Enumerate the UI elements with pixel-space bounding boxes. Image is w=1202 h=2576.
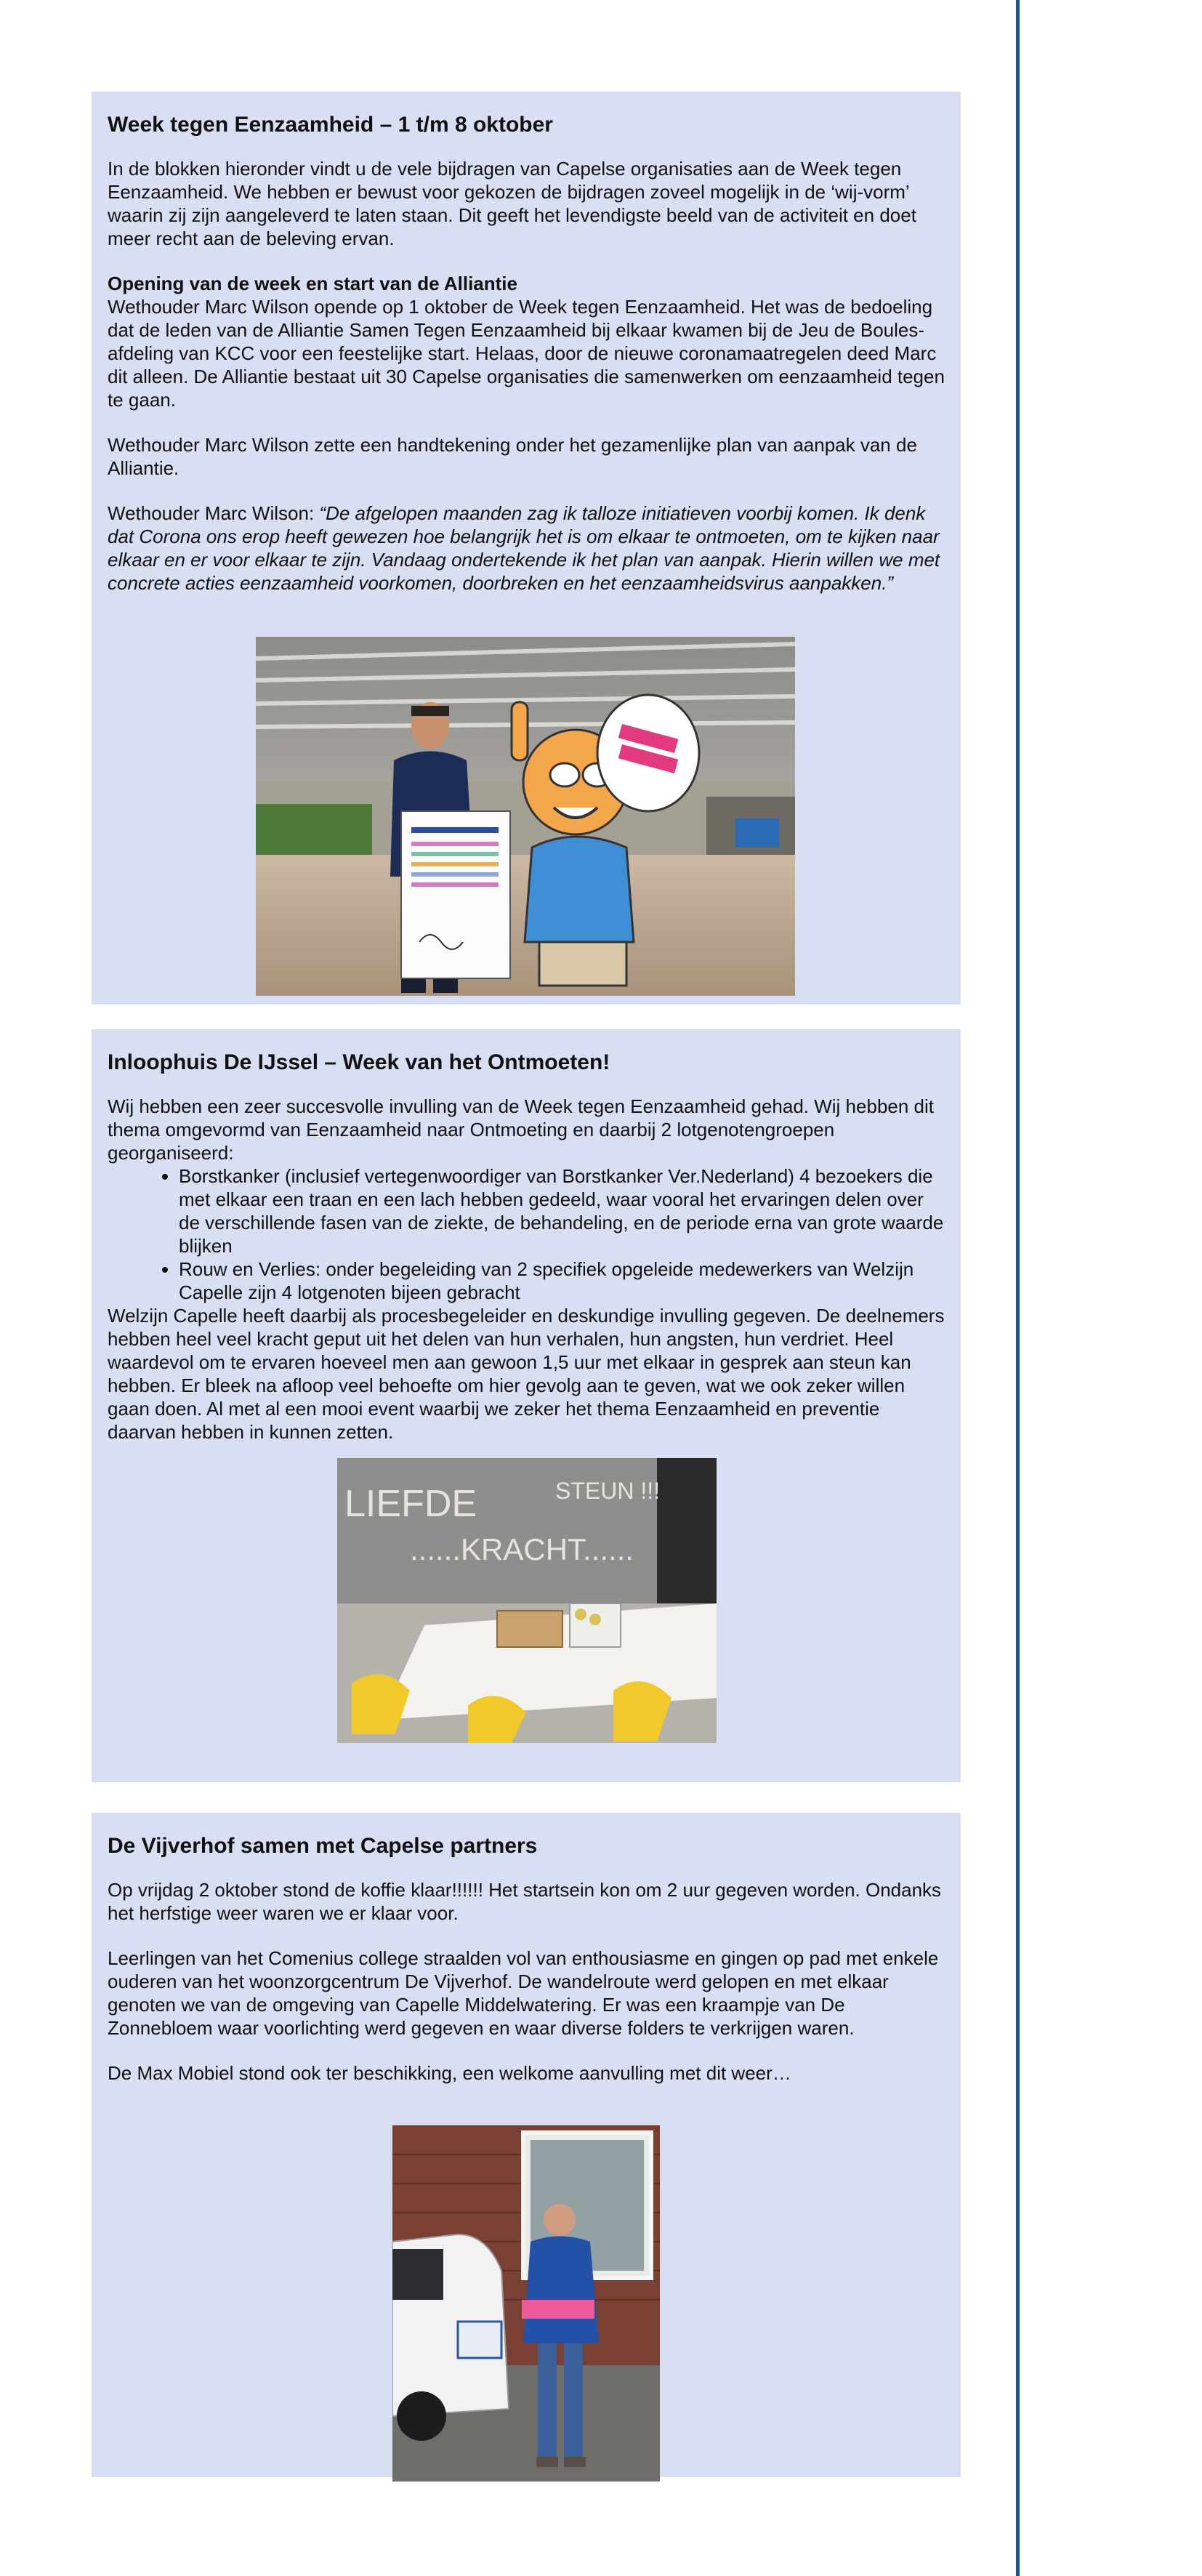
photo-room-with-wall-text <box>337 1458 717 1743</box>
quote-text: “De afgelopen maanden zag ik talloze initiatieven voorbij komen. Ik denk dat Corona ons erop heeft gewezen hoe belangrijk het is om elkaar te ontmoeten, om te kijken naar elkaar en er voor elkaar te zijn. Vandaag ondertekende ik het plan van aanpak. Hierin willen we met concrete acties eenzaamheid voorkomen, doorbreken en het eenzaamheidsvirus aanpakken.” <box>108 502 940 594</box>
paragraph: Op vrijdag 2 oktober stond de koffie klaar!!!!!! Het startsein kon om 2 uur gegeven worden. Ondanks het herfstige weer waren we er klaar voor. <box>108 1879 942 1924</box>
bullet-list <box>108 1164 945 1304</box>
section-title: Inloophuis De IJssel – Week van het Ontmoeten! <box>108 1050 610 1074</box>
paragraph: Wethouder Marc Wilson opende op 1 oktober de Week tegen Eenzaamheid. Het was de bedoeling dat de leden van de Alliantie Samen Tegen Eenzaamheid bij elkaar kwamen bij de Jeu de Boules-afdeling van KCC voor een feestelijke start. Helaas, door de nieuwe coronamaatregelen deed Marc dit alleen. De Alliantie bestaat uit 30 Capelse organisaties die samenwerken om eenzaamheid tegen te gaan. <box>108 296 945 411</box>
quote-paragraph <box>108 502 945 595</box>
list-item: • Borstkanker (inclusief vertegenwoordiger van Borstkanker Ver.Nederland) 4 bezoekers die met elkaar een traan en een lach hebben gedeeld, waar vooral het ervaringen delen over de verschillende fasen van de ziekte, de behandeling, en de periode erna van grote waarde blijken <box>179 1164 945 1257</box>
wall-text-kracht: ......KRACHT...... <box>410 1532 634 1566</box>
photo-max-mobiel <box>392 2125 660 2482</box>
section-intro: In de blokken hieronder vindt u de vele bijdragen van Capelse organisaties aan de Week tegen Eenzaamheid. We hebben er bewust voor gekozen de bijdragen zoveel mogelijk in de ‘wij-vorm’ waarin zij zijn aangeleverd te laten staan. Dit geeft het levendigste beeld van de activiteit en doet meer recht aan de beleving ervan. <box>108 158 916 249</box>
wall-text-liefde: LIEFDE <box>344 1483 477 1525</box>
section-title: Week tegen Eenzaamheid – 1 t/m 8 oktober <box>108 113 553 137</box>
paragraph: Wethouder Marc Wilson zette een handtekening onder het gezamenlijke plan van aanpak van de Alliantie. <box>108 434 917 479</box>
section-title: De Vijverhof samen met Capelse partners <box>108 1834 538 1858</box>
page-side-rule <box>1016 0 1020 2576</box>
photo-wethouder-signing <box>256 637 795 996</box>
list-item: • Rouw en Verlies: onder begeleiding van 2 specifiek opgeleide medewerkers van Welzijn Capelle zijn 4 lotgenoten bijeen gebracht <box>179 1257 945 1304</box>
paragraph: De Max Mobiel stond ook ter beschikking, een welkome aanvulling met dit weer… <box>108 2062 791 2084</box>
paragraph: Leerlingen van het Comenius college straalden vol van enthousiasme en gingen op pad met enkele ouderen van het woonzorgcentrum De Vijverhof. De wandelroute werd gelopen en met elkaar genoten we van de omgeving van Capelle Middelwatering. Er was een kraampje van De Zonnebloem waar voorlichting werd gegeven en waar diverse folders te verkrijgen waren. <box>108 1947 939 2039</box>
quote-lead: Wethouder Marc Wilson: <box>108 502 320 524</box>
wall-text-steun: STEUN !!! <box>555 1478 661 1504</box>
subheading: Opening van de week en start van de Alliantie <box>108 273 517 294</box>
section-intro: Wij hebben een zeer succesvolle invulling van de Week tegen Eenzaamheid gehad. Wij hebben dit thema omgevormd van Eenzaamheid naar Ontmoeting en daarbij 2 lotgenotengroepen georganiseerd: <box>108 1095 935 1164</box>
paragraph: Welzijn Capelle heeft daarbij als procesbegeleider en deskundige invulling gegeven. De deelnemers hebben heel veel kracht geput uit het delen van hun verhalen, hun angsten, hun verdriet. Heel waardevol om te ervaren hoeveel men aan gewoon 1,5 uur met elkaar in gesprek aan steun kan hebben. Er bleek na afloop veel behoefte om hier gevolg aan te geven, wat we ook zeker willen gaan doen. Al met al een mooi event waarbij we zeker het thema Eenzaamheid en preventie daarvan hebben in kunnen zetten. <box>108 1305 945 1443</box>
